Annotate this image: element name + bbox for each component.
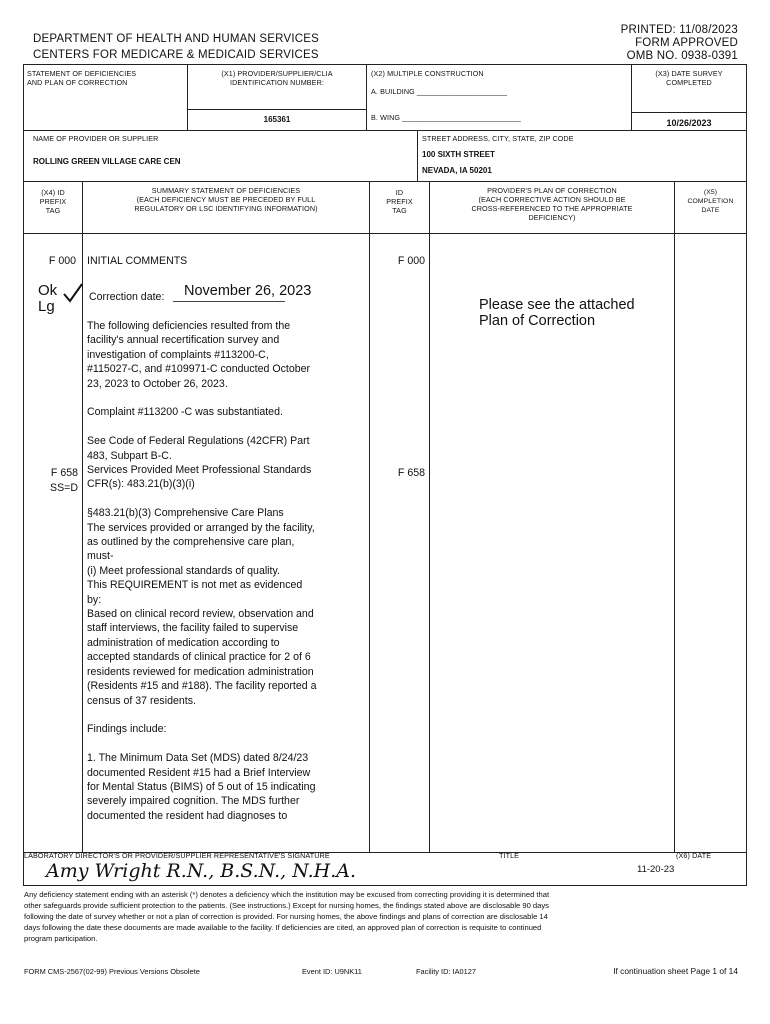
initial-comments-heading: INITIAL COMMENTS	[87, 255, 188, 267]
divider-summary	[369, 181, 370, 852]
provider-name: ROLLING GREEN VILLAGE CARE CEN	[33, 157, 181, 166]
disclaimer: Any deficiency statement ending with an asterisk (*) denotes a deficiency which the institution may be excused from correcting providing it is determined that other safeguards provide sufficient protection to the patients. (See instructions.) Except for nursing homes, the findings stated above are disclosable 90 days following the date of survey whether or not a plan of correction is provided. For nursing homes, the above findings and plans of correction are disclosable 14 days following the date these documents are made available to the facility. If deficiencies are cited, an approved plan of correction is requisite to continued program participation.	[24, 890, 550, 943]
facility-id: Facility ID: IA0127	[416, 967, 476, 976]
x4-header: (X4) ID PREFIX TAG	[39, 188, 67, 215]
tag-ssd: SS=D	[50, 482, 78, 494]
divider-plan	[674, 181, 675, 852]
summary-header: SUMMARY STATEMENT OF DEFICIENCIES (EACH DEFICIENCY MUST BE PRECEDED BY FULL REGULATORY OR LSC IDENTIFYING INFORMATION)	[134, 186, 318, 213]
header-rule	[23, 64, 747, 65]
signature-label: LABORATORY DIRECTOR'S OR PROVIDER/SUPPLIER REPRESENTATIVE'S SIGNATURE	[24, 851, 330, 860]
checkmark-icon	[62, 282, 84, 304]
address-street: 100 SIXTH STREET	[422, 150, 495, 159]
form-number: FORM CMS-2567(02-99) Previous Versions Obsolete	[24, 967, 200, 976]
x2-label: (X2) MULTIPLE CONSTRUCTION	[371, 69, 484, 78]
plan-attached-note: Please see the attached Plan of Correction	[479, 297, 635, 329]
signature-bottom-rule	[23, 885, 747, 886]
signature: Amy Wright R.N., B.S.N., N.H.A.	[46, 860, 357, 882]
id-header: ID PREFIX TAG	[386, 188, 413, 215]
x1-label: (X1) PROVIDER/SUPPLIER/CLIA IDENTIFICATION NUMBER:	[221, 69, 333, 87]
row-rule-2	[23, 181, 747, 182]
row-rule-3	[23, 233, 747, 234]
event-id: Event ID: U9NK11	[302, 967, 362, 976]
x3-label: (X3) DATE SURVEY COMPLETED	[655, 69, 723, 87]
plan-header: PROVIDER'S PLAN OF CORRECTION (EACH CORRECTIVE ACTION SHOULD BE CROSS-REFERENCED TO THE APPROPRIATE DEFICIENCY)	[471, 186, 633, 222]
x1-value-rule	[187, 109, 366, 110]
agency-title: CENTERS FOR MEDICARE & MEDICAID SERVICES	[33, 49, 319, 61]
tag-f000-right: F 000	[397, 255, 425, 267]
signature-date-label: (X6) DATE	[676, 851, 712, 860]
correction-date-label: Correction date:	[89, 291, 165, 303]
title-label: TITLE	[499, 851, 520, 860]
x2-wing: B. WING _____________________________	[371, 113, 521, 122]
page-indicator: If continuation sheet Page 1 of 14	[613, 966, 738, 976]
x3-value-rule	[631, 112, 746, 113]
tag-f658-left: F 658	[50, 467, 78, 479]
statement-label: STATEMENT OF DEFICIENCIES AND PLAN OF CORRECTION	[27, 69, 137, 87]
x3-value: 10/26/2023	[666, 118, 712, 128]
omb-number: OMB NO. 0938-0391	[626, 50, 738, 62]
signature-date: 11-20-23	[637, 864, 675, 875]
department-title: DEPARTMENT OF HEALTH AND HUMAN SERVICES	[33, 33, 319, 45]
address-label: STREET ADDRESS, CITY, STATE, ZIP CODE	[422, 134, 574, 143]
divider-id	[429, 181, 430, 852]
x1-value: 165361	[263, 115, 291, 124]
x2-building: A. BUILDING ______________________	[371, 87, 508, 96]
right-border	[746, 64, 747, 885]
divider-x2	[366, 64, 367, 130]
f658-title: Services Provided Meet Professional Standards	[87, 464, 312, 477]
tag-f658-right: F 658	[397, 467, 425, 479]
address-city: NEVADA, IA 50201	[422, 166, 492, 175]
x5-header: (X5) COMPLETION DATE	[687, 189, 734, 214]
tag-f000-left: F 000	[48, 255, 76, 267]
f658-cfr: CFR(s): 483.21(b)(3)(i)	[87, 478, 195, 491]
divider-address	[417, 130, 418, 181]
correction-date-underline	[173, 301, 285, 302]
printed-date: PRINTED: 11/08/2023	[620, 24, 738, 36]
provider-label: NAME OF PROVIDER OR SUPPLIER	[33, 134, 159, 143]
form-approved: FORM APPROVED	[635, 37, 738, 49]
correction-date-value: November 26, 2023	[184, 283, 312, 299]
summary-text: The following deficiencies resulted from the facility's annual recertification survey and investigation of complaints #113200-C, #115027-C, and #109971-C conducted October 23, 2023 to October 26, 2023. Complaint #113200 -C was substantiated. See Code of Federal Regulations (42CFR) Part 483, Subpart B-C. Services Provided Meet Professional Standards CFR(s): 483.21(b)(3)(i) §483.21(b)(3) Comprehensive Care Plans The services provided or arranged by the facility, as outlined by the comprehensive care plan, must- (i) Meet professional standards of quality. This REQUIREMENT is not met as evidenced by: Based on clinical record review, observation and staff interviews, the facility failed to supervise administration of medication according to accepted standards of clinical practice for 2 of 6 residents reviewed for medication administration (Residents #15 and #188). The facility reported a census of 37 residents. Findings include: 1. The Minimum Data Set (MDS) dated 8/24/23 documented Resident #15 had a Brief Interview for Mental Status (BIMS) of 5 out of 15 indicating severely impaired cognition. The MDS further documented the resident had diagnoses to	[87, 319, 367, 823]
row-rule-1	[23, 130, 747, 131]
reviewer-initials: Ok Lg	[38, 282, 58, 315]
